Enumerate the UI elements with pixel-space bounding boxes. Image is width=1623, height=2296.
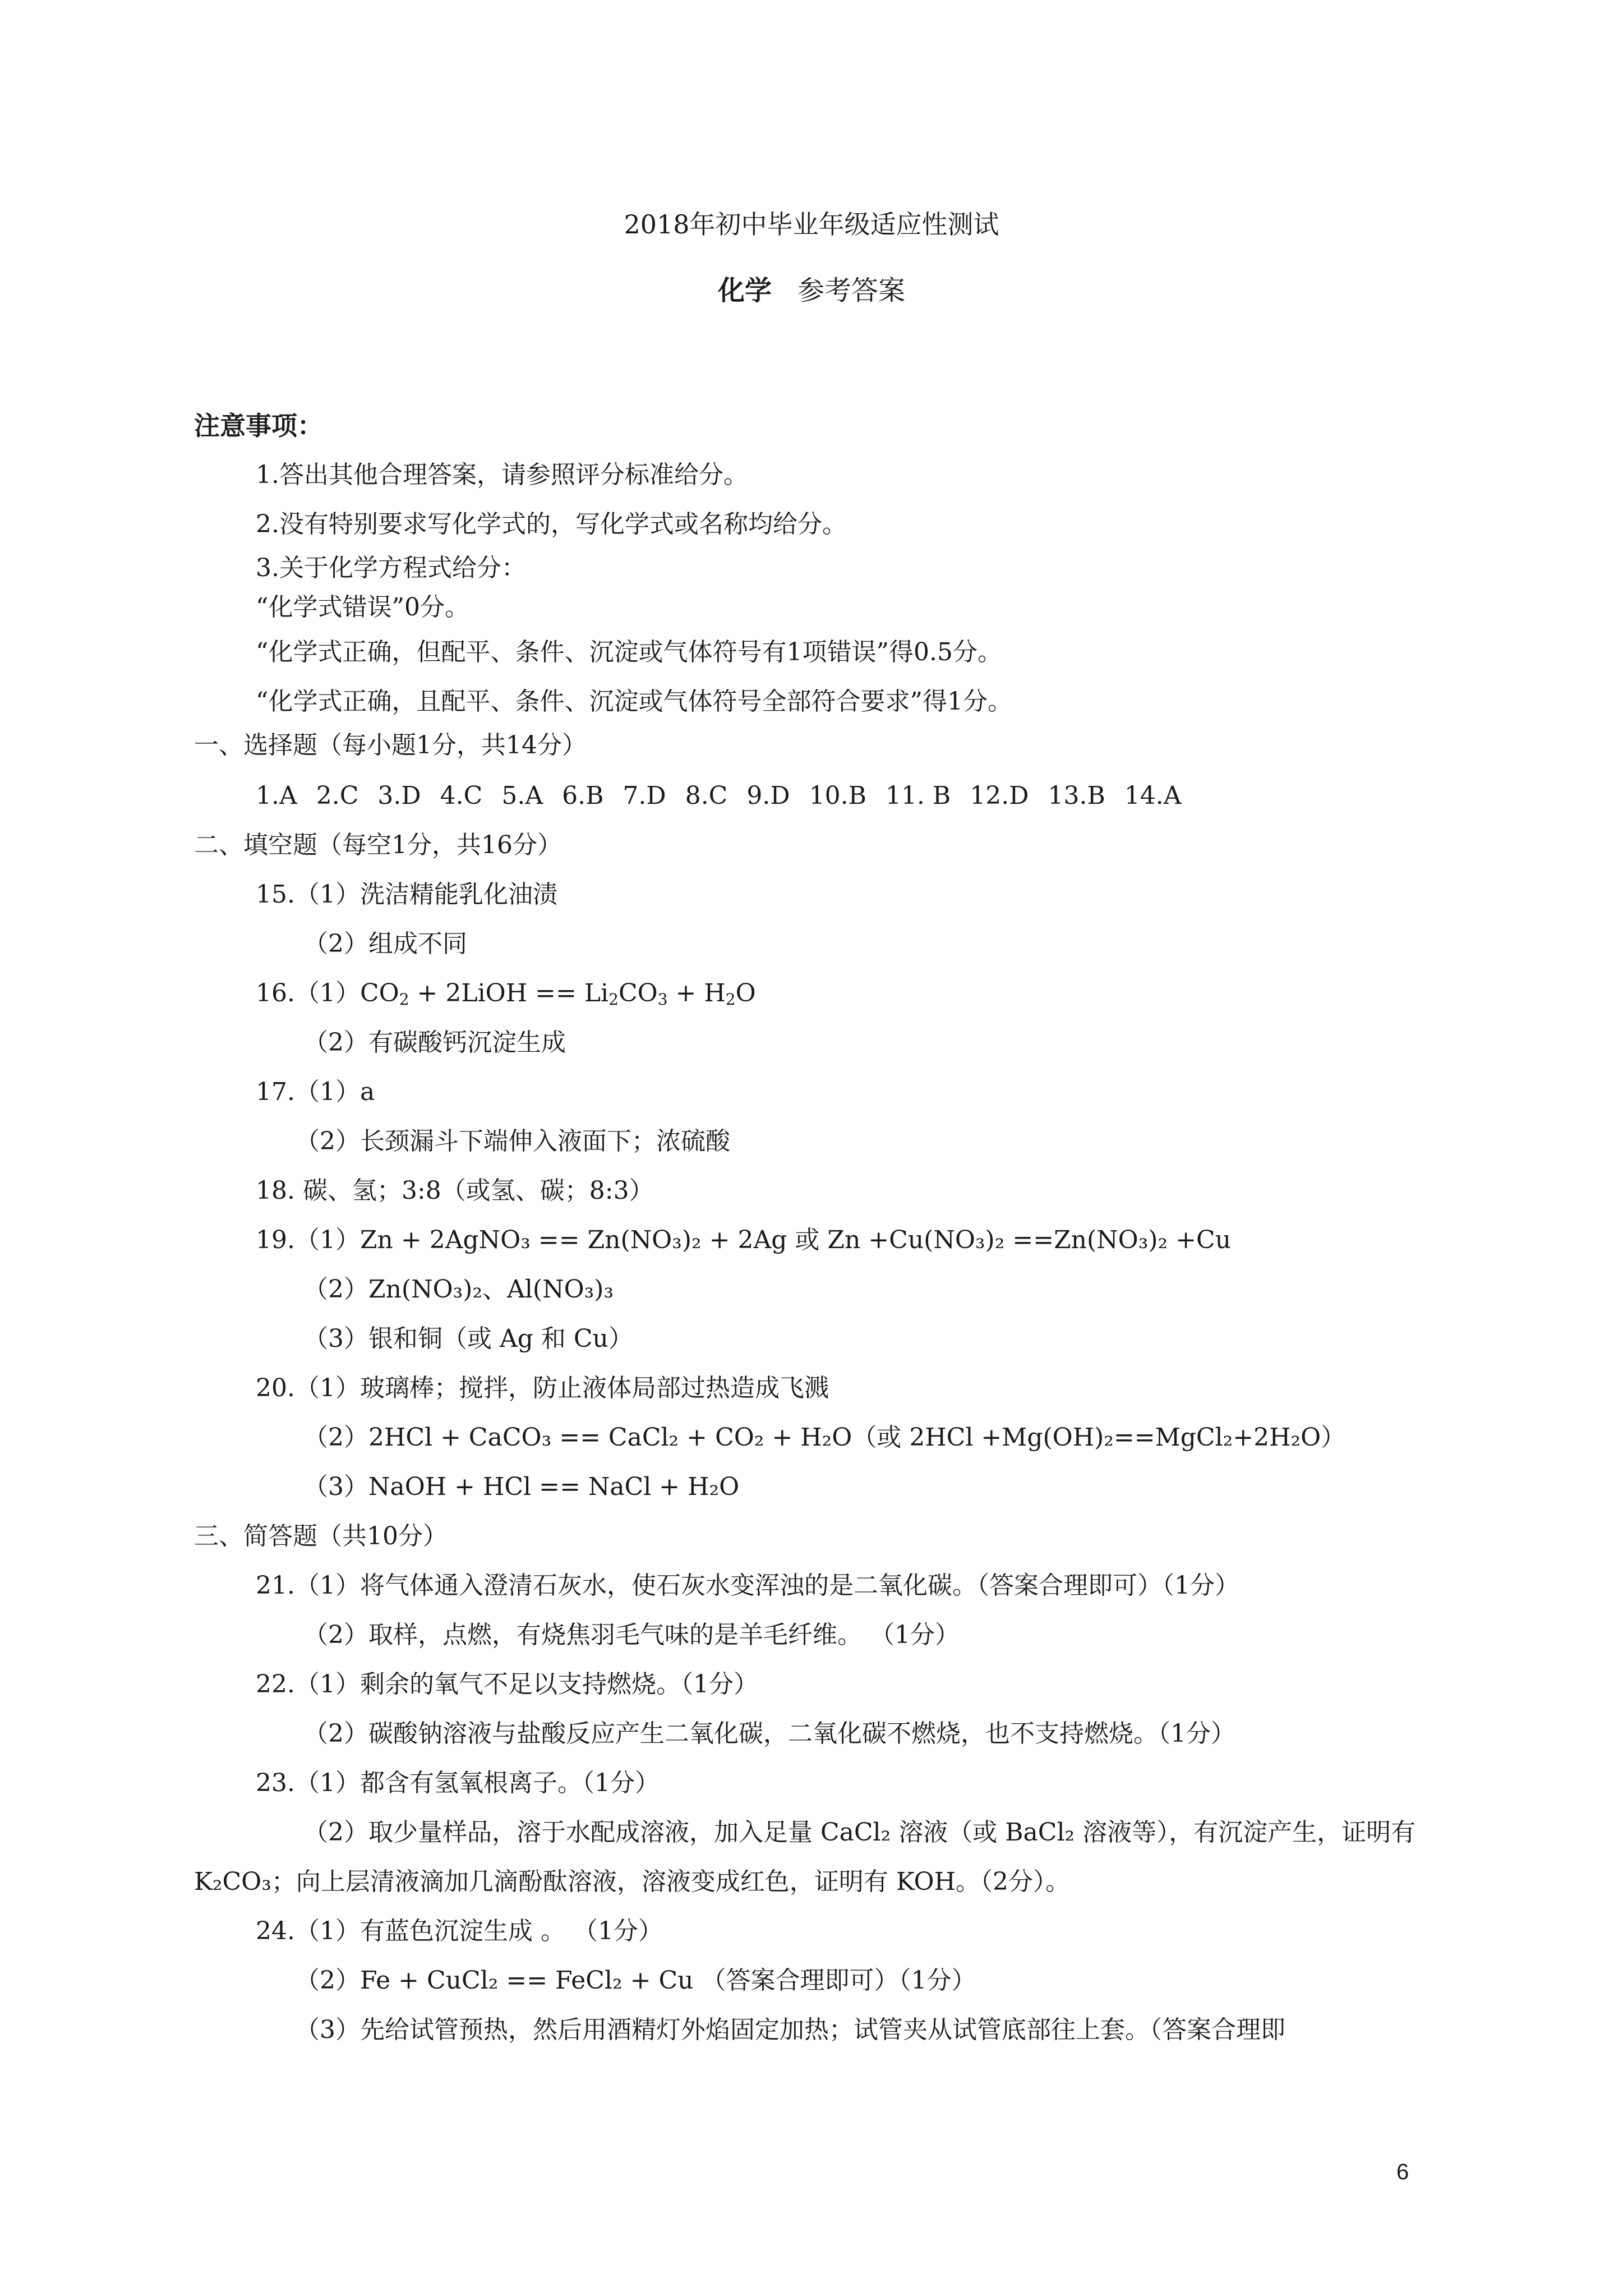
equation-part: + 2LiOH == Li bbox=[409, 979, 609, 1007]
choice-answer: 1.A bbox=[256, 781, 297, 810]
answer-line: （2）2HCl + CaCO₃ == CaCl₂ + CO₂ + H₂O（或 2HCl +Mg(OH)₂==MgCl₂+2H₂O） bbox=[303, 1423, 1346, 1452]
answer-line: 17.（1）a bbox=[256, 1078, 375, 1106]
choice-answer: 5.A bbox=[501, 781, 543, 810]
answer-line: （2）取样，点燃，有烧焦羽毛气味的是羊毛纤维。 （1分） bbox=[303, 1621, 960, 1649]
note-item: “化学式错误”0分。 bbox=[256, 593, 469, 622]
answer-key-label: 参考答案 bbox=[797, 275, 906, 306]
choice-answer: 14.A bbox=[1124, 781, 1182, 810]
answer-line: （2）有碳酸钙沉淀生成 bbox=[303, 1028, 566, 1057]
answer-line: 19.（1）Zn + 2AgNO₃ == Zn(NO₃)₂ + 2Ag 或 Zn +Cu(NO₃)₂ ==Zn(NO₃)₂ +Cu bbox=[256, 1226, 1232, 1254]
subscript: 2 bbox=[608, 990, 619, 1009]
equation-part: + H bbox=[667, 979, 726, 1007]
answer-line: （3）NaOH + HCl == NaCl + H₂O bbox=[303, 1473, 740, 1501]
equation-part: 16.（1）CO bbox=[256, 979, 399, 1007]
choice-answer: 9.D bbox=[746, 781, 790, 810]
choice-answer: 11. B bbox=[885, 781, 951, 810]
answer-line: 20.（1）玻璃棒；搅拌，防止液体局部过热造成飞溅 bbox=[256, 1374, 829, 1402]
answer-line: 15.（1）洗洁精能乳化油渍 bbox=[256, 880, 557, 909]
subscript: 2 bbox=[725, 990, 736, 1009]
note-item: “化学式正确，但配平、条件、沉淀或气体符号有1项错误”得0.5分。 bbox=[256, 638, 1002, 666]
answer-line: （2）碳酸钠溶液与盐酸反应产生二氧化碳，二氧化碳不燃烧，也不支持燃烧。（1分） bbox=[303, 1719, 1235, 1748]
answer-line bbox=[194, 969, 1450, 1018]
answer-line: （2）长颈漏斗下端伸入液面下；浓硫酸 bbox=[295, 1127, 730, 1156]
choice-answer: 3.D bbox=[377, 781, 421, 810]
choice-answer: 2.C bbox=[316, 781, 359, 810]
note-item: 2.没有特别要求写化学式的，写化学式或名称均给分。 bbox=[256, 510, 847, 539]
note-item: “化学式正确，且配平、条件、沉淀或气体符号全部符合要求”得1分。 bbox=[256, 687, 1012, 716]
answer-line: 18. 碳、氢；3:8（或氢、碳；8:3） bbox=[256, 1176, 654, 1205]
notes-heading: 注意事项： bbox=[194, 411, 323, 441]
choice-answer: 7.D bbox=[623, 781, 666, 810]
choice-answer: 8.C bbox=[685, 781, 728, 810]
choice-answer: 10.B bbox=[809, 781, 866, 810]
choice-answer: 6.B bbox=[562, 781, 604, 810]
answer-line: （2）Fe + CuCl₂ == FeCl₂ + Cu （答案合理即可）（1分） bbox=[295, 1966, 976, 1995]
page-number: 6 bbox=[1396, 2160, 1409, 2184]
subject-label: 化学 bbox=[717, 275, 772, 306]
answer-paragraph: （2）取少量样品，溶于水配成溶液，加入足量 CaCl₂ 溶液（或 BaCl₂ 溶液等），有沉淀产生，证明有 K₂CO₃；向上层清液滴加几滴酚酞溶液，溶液变成红色，证明有 KOH。（2分）。 bbox=[194, 1818, 1416, 1896]
section1-heading: 一、选择题（每小题1分，共14分） bbox=[194, 731, 587, 760]
choice-answer: 4.C bbox=[440, 781, 483, 810]
answer-line: （3）银和铜（或 Ag 和 Cu） bbox=[303, 1324, 633, 1353]
choice-answers bbox=[194, 771, 1450, 821]
note-item: 3.关于化学方程式给分： bbox=[256, 554, 526, 582]
answer-line: （2）Zn(NO₃)₂、Al(NO₃)₃ bbox=[303, 1275, 614, 1304]
subscript: 2 bbox=[399, 990, 409, 1009]
section2-heading: 二、填空题（每空1分，共16分） bbox=[194, 831, 562, 859]
answer-line: 23.（1）都含有氢氧根离子。（1分） bbox=[256, 1769, 660, 1797]
note-item: 1.答出其他合理答案，请参照评分标准给分。 bbox=[256, 461, 748, 489]
document-title: 2018年初中毕业年级适应性测试 bbox=[624, 209, 999, 240]
answer-line: 22.（1）剩余的氧气不足以支持燃烧。（1分） bbox=[256, 1670, 758, 1699]
subscript: 3 bbox=[657, 990, 668, 1009]
answer-line: 24.（1）有蓝色沉淀生成 。 （1分） bbox=[256, 1917, 663, 1945]
document-subtitle bbox=[0, 273, 1623, 308]
section3-heading: 三、简答题（共10分） bbox=[194, 1522, 448, 1550]
answer-line: 21.（1）将气体通入澄清石灰水，使石灰水变浑浊的是二氧化碳。（答案合理即可）（1分） bbox=[256, 1571, 1239, 1600]
choice-answer: 12.D bbox=[970, 781, 1029, 810]
answer-line: （3）先给试管预热，然后用酒精灯外焰固定加热；试管夹从试管底部往上套。（答案合理即 bbox=[295, 2016, 1285, 2044]
equation-part: O bbox=[735, 979, 756, 1007]
equation-part: CO bbox=[618, 979, 658, 1007]
document-body bbox=[194, 401, 1450, 2055]
choice-answer: 13.B bbox=[1048, 781, 1105, 810]
answer-line: （2）组成不同 bbox=[303, 930, 467, 958]
